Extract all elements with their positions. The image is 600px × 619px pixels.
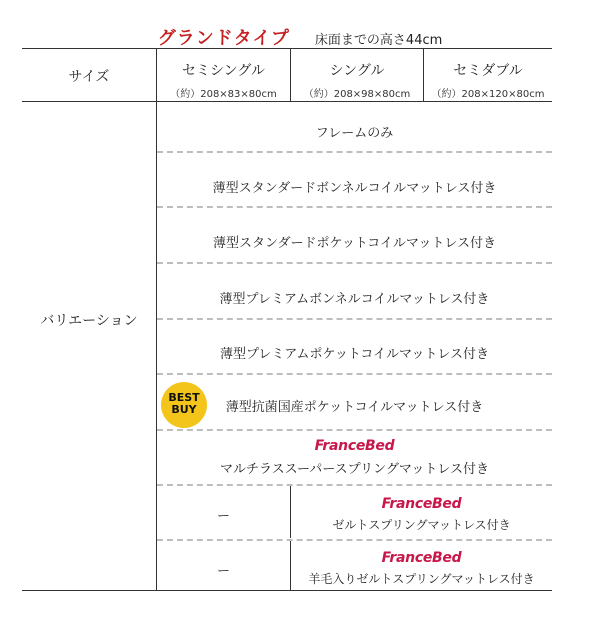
variation-item-text: 羊毛入りゼルトスプリングマットレス付き xyxy=(308,572,535,586)
variation-item-wool-zelt xyxy=(291,550,552,587)
badge-line-1: BEST xyxy=(168,391,200,404)
variation-item-premium-pocket: 薄型プレミアムポケットコイルマットレス付き xyxy=(219,347,490,362)
top-rule xyxy=(22,48,552,49)
type-label: グランドタイプ xyxy=(157,28,290,49)
francebed-logo: FranceBed xyxy=(314,438,395,454)
size-column-single xyxy=(291,60,423,100)
variation-item-antibacterial-pocket: 薄型抗菌国産ポケットコイルマットレス付き xyxy=(225,400,484,415)
row-divider xyxy=(157,318,552,320)
variation-item-premium-bonnell: 薄型プレミアムボンネルコイルマットレス付き xyxy=(219,292,490,307)
variation-item-multiras xyxy=(157,438,552,477)
size-dimensions: （約）208×120×80cm xyxy=(431,89,545,100)
francebed-logo: FranceBed xyxy=(381,496,462,512)
row-divider xyxy=(157,262,552,264)
row-divider xyxy=(157,539,552,541)
row-divider xyxy=(157,151,552,153)
size-dimensions: （約）208×98×80cm xyxy=(303,89,411,100)
unavailable-mark: ー xyxy=(216,564,230,579)
size-header-label: サイズ xyxy=(68,69,110,85)
row-divider xyxy=(157,373,552,375)
table-bottom-rule xyxy=(22,590,552,591)
variation-item-zelt xyxy=(291,496,552,533)
row-divider xyxy=(157,429,552,431)
variation-item-standard-pocket: 薄型スタンダードポケットコイルマットレス付き xyxy=(212,236,496,251)
height-note: 床面までの高さ44cm xyxy=(314,33,443,48)
badge-line-2: BUY xyxy=(171,403,197,416)
francebed-logo: FranceBed xyxy=(381,550,462,566)
size-name: セミシングル xyxy=(182,63,265,79)
variation-item-standard-bonnell: 薄型スタンダードボンネルコイルマットレス付き xyxy=(212,181,497,196)
header-bottom-rule xyxy=(22,101,552,102)
variation-label: バリエーション xyxy=(40,313,138,329)
variation-item-text: マルチラススーパースプリングマットレス付き xyxy=(220,462,489,477)
variation-item-text: ゼルトスプリングマットレス付き xyxy=(332,518,511,532)
row-divider xyxy=(157,206,552,208)
unavailable-mark: ー xyxy=(216,509,230,524)
size-dimensions: （約）208×83×80cm xyxy=(170,89,277,100)
size-column-semi-double xyxy=(424,60,552,100)
size-name: セミダブル xyxy=(453,63,523,79)
row-divider xyxy=(157,484,552,486)
size-name: シングル xyxy=(329,63,385,79)
page-title xyxy=(0,24,600,50)
variation-item-frame-only: フレームのみ xyxy=(315,126,394,141)
size-column-semi-single xyxy=(157,60,290,100)
